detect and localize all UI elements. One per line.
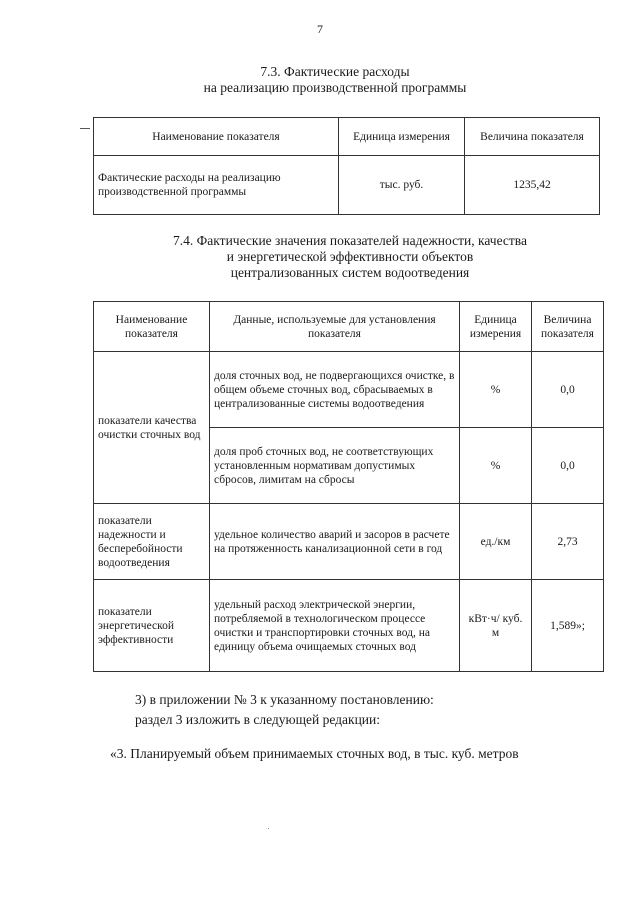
title-line: 7.3. Фактические расходы: [260, 64, 410, 79]
table-row: [94, 580, 604, 672]
section-7-3-title: [100, 64, 570, 96]
group-name-cell: показатели энергетической эффективности: [94, 580, 210, 672]
unit-cell: кВт·ч/ куб. м: [460, 580, 532, 672]
value-cell: 1,589»;: [532, 580, 604, 672]
page-number: 7: [317, 22, 323, 36]
value-cell: 0,0: [532, 428, 604, 504]
paragraph-planned-volume: «3. Планируемый объем принимаемых сточных вод, в тыс. куб. метров: [110, 746, 519, 761]
value-cell: 1235,42: [465, 156, 600, 215]
value-cell: 2,73: [532, 504, 604, 580]
header-cell: Наименование показателя: [94, 302, 210, 352]
data-cell: удельный расход электрической энергии, потребляемой в технологическом процессе очистки и транспортировки сточных вод, на единицу объема очищаемых сточных вод: [210, 580, 460, 672]
data-cell: доля проб сточных вод, не соответствующих установленным нормативам допустимых сбросов, лимитам на сбросы: [210, 428, 460, 504]
table-row: [94, 352, 604, 428]
data-cell: удельное количество аварий и засоров в расчете на протяженность канализационной сети в год: [210, 504, 460, 580]
unit-cell: ед./км: [460, 504, 532, 580]
group-name-cell: показатели надежности и бесперебойности водоотведения: [94, 504, 210, 580]
header-cell: Величина показателя: [465, 118, 600, 156]
header-cell: Единица измерения: [460, 302, 532, 352]
title-line: 7.4. Фактические значения показателей надежности, качества: [173, 233, 527, 248]
table-row: [94, 156, 600, 215]
value-cell: 0,0: [532, 352, 604, 428]
table-header-row: [94, 302, 604, 352]
title-line: централизованных систем водоотведения: [230, 265, 470, 280]
indicator-name-cell: Фактические расходы на реализацию производственной программы: [94, 156, 339, 215]
table-header-row: [94, 118, 600, 156]
title-line: и энергетической эффективности объектов: [226, 249, 474, 264]
header-cell: Наименование показателя: [94, 118, 339, 156]
title-line: на реализацию производственной программы: [203, 80, 467, 95]
header-cell: Единица измерения: [339, 118, 465, 156]
scan-dot: [268, 828, 269, 829]
group-name-cell: показатели качества очистки сточных вод: [94, 352, 210, 504]
unit-cell: %: [460, 428, 532, 504]
reliability-indicators-table: [93, 301, 604, 672]
unit-cell: %: [460, 352, 532, 428]
unit-cell: тыс. руб.: [339, 156, 465, 215]
section-7-4-title: [100, 233, 600, 281]
header-cell: Величина показателя: [532, 302, 604, 352]
actual-expenses-table: [93, 117, 600, 215]
paragraph-appendix-3: 3) в приложении № 3 к указанному постановлению:: [135, 692, 434, 707]
paragraph-section-3: раздел 3 изложить в следующей редакции:: [135, 712, 381, 727]
margin-mark: [80, 128, 90, 129]
header-cell: Данные, используемые для установления показателя: [210, 302, 460, 352]
data-cell: доля сточных вод, не подвергающихся очистке, в общем объеме сточных вод, сбрасываемых в централизованные системы водоотведения: [210, 352, 460, 428]
table-row: [94, 504, 604, 580]
